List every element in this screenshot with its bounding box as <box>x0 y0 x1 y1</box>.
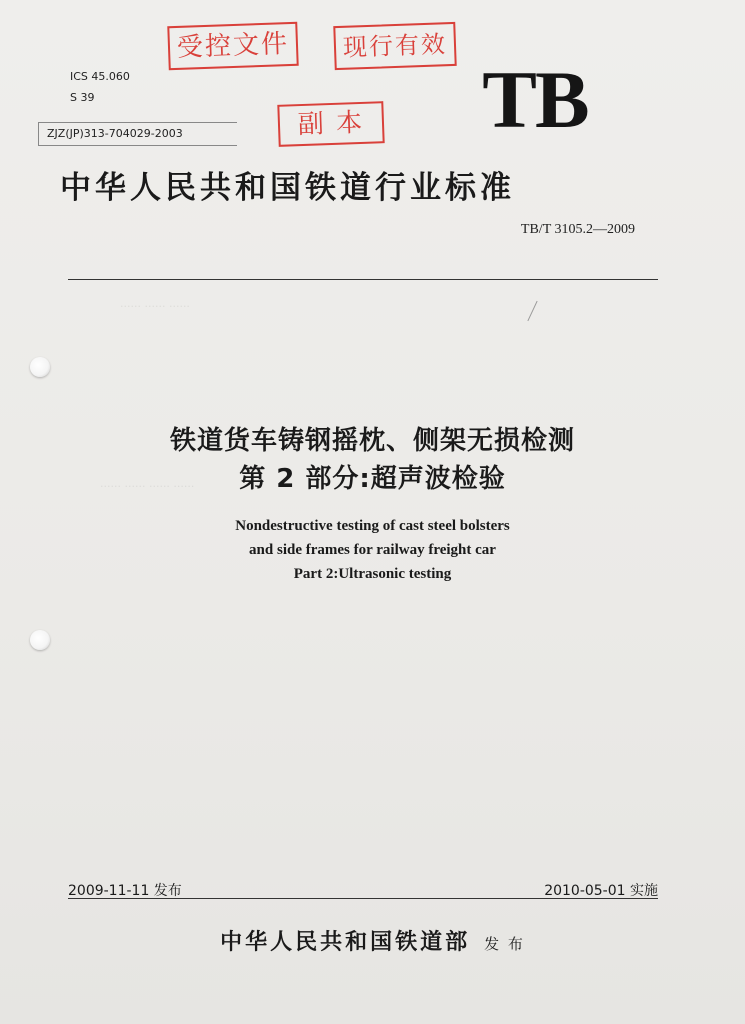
header-divider <box>68 279 658 280</box>
tb-logo: TB <box>482 54 588 145</box>
ics-code: ICS 45.060 <box>70 70 130 83</box>
controlled-document-stamp <box>167 22 298 71</box>
controlled-stamp-text: 受控文件 <box>176 29 290 63</box>
registration-number: ZJZ(JP)313-704029-2003 <box>38 122 237 146</box>
footer-divider <box>68 898 658 899</box>
issue-date: 2009-11-11 发布 <box>68 883 182 899</box>
valid-stamp <box>333 22 456 70</box>
title-en-line2: and side frames for railway freight car <box>249 542 496 558</box>
bleed-through-text: ······ ······ ······ <box>120 300 190 313</box>
copy-stamp-text: 副 本 <box>297 107 365 141</box>
publisher-org: 中华人民共和国铁道部 <box>220 929 471 955</box>
title-cn-line1: 铁道货车铸钢摇枕、侧架无损检测 <box>169 426 575 456</box>
copy-stamp <box>277 101 384 147</box>
standard-category: 中华人民共和国铁道行业标准 <box>60 170 515 206</box>
bleed-through-text: ······ ······ ······ ······ <box>100 480 195 493</box>
title-en-line1: Nondestructive testing of cast steel bolsters <box>235 518 510 534</box>
publisher <box>0 925 745 956</box>
punch-hole <box>30 357 50 377</box>
effective-date: 2010-05-01 实施 <box>544 883 658 899</box>
title-en-line3: Part 2:Ultrasonic testing <box>293 566 452 582</box>
standard-code: TB/T 3105.2—2009 <box>520 222 635 237</box>
publisher-action: 发 布 <box>484 935 525 953</box>
valid-stamp-text: 现行有效 <box>342 30 448 62</box>
title-cn-line2: 第 2 部分:超声波检验 <box>239 464 506 494</box>
pencil-mark <box>527 301 537 321</box>
ccs-code: S 39 <box>70 91 95 104</box>
punch-hole <box>30 630 50 650</box>
